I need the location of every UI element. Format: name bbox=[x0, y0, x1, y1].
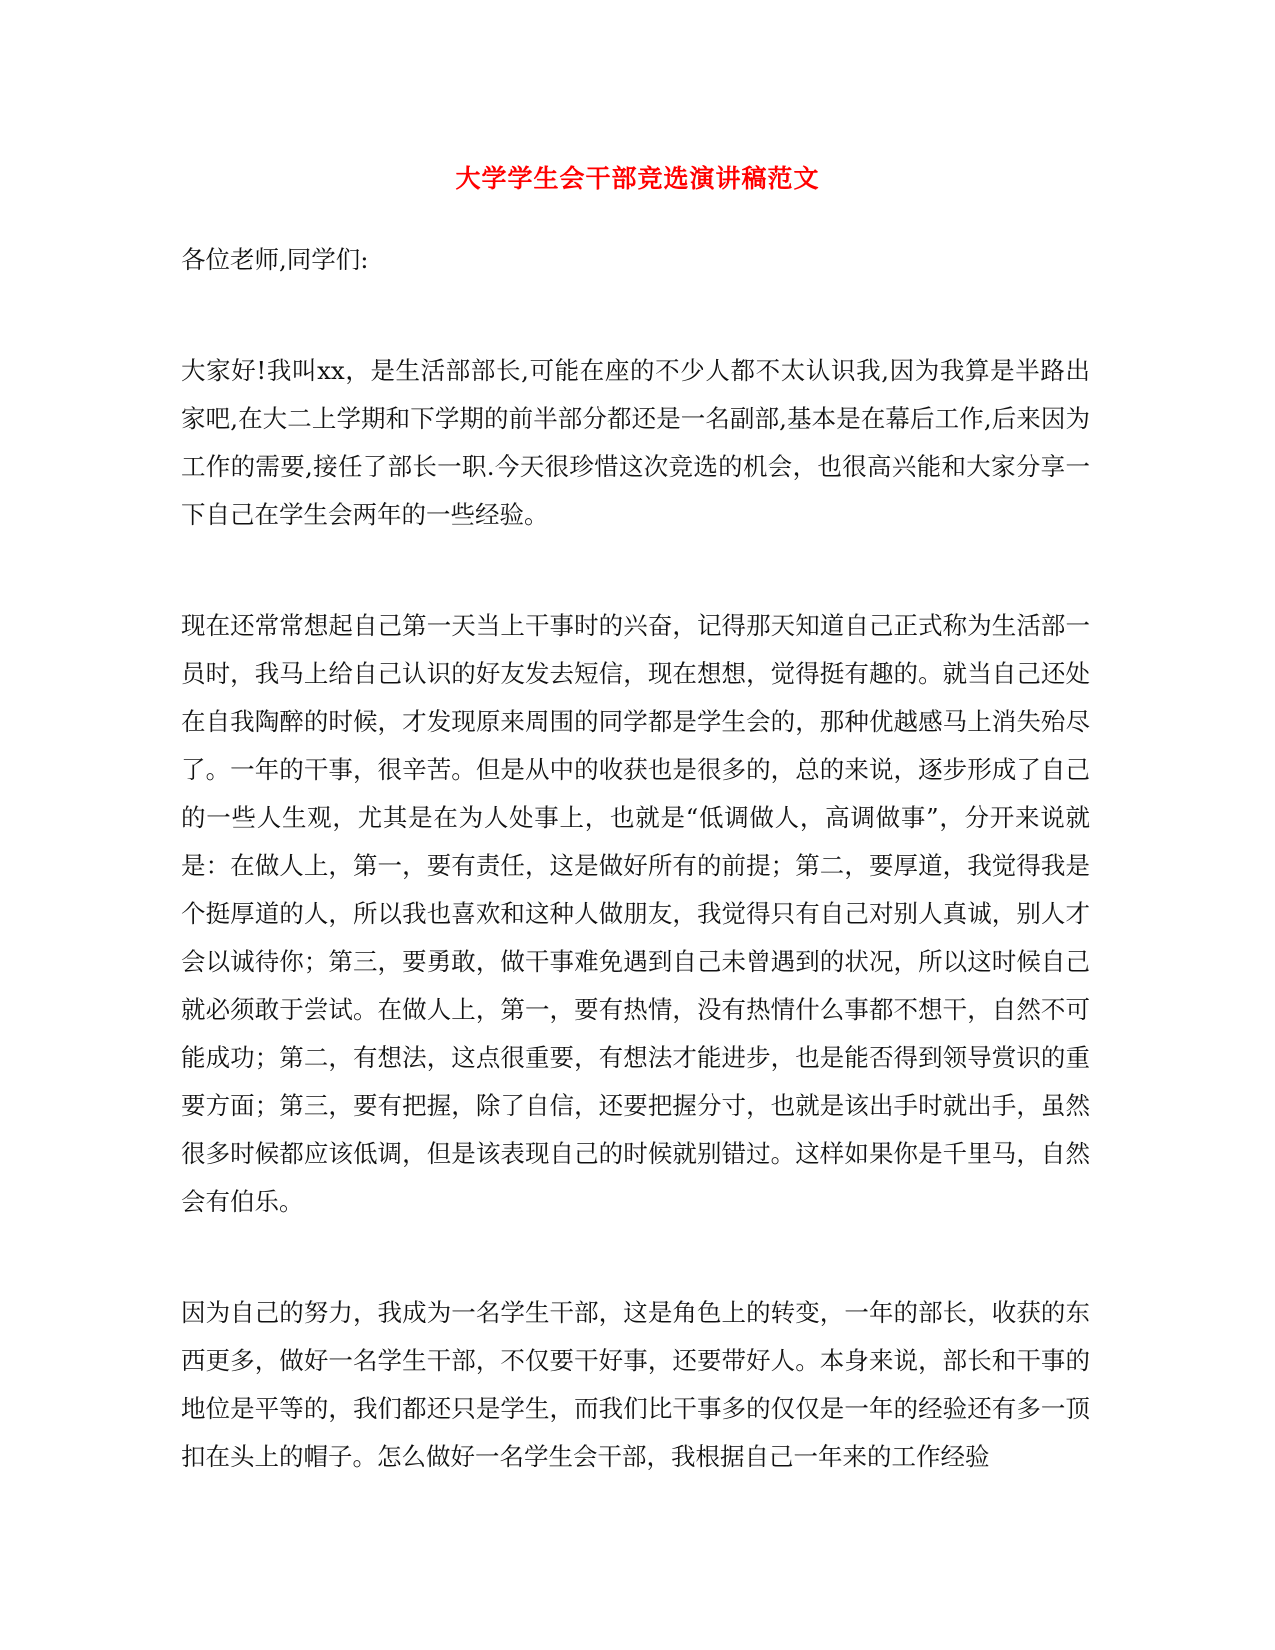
document-body bbox=[181, 236, 1090, 1481]
paragraph-2: 现在还常常想起自己第一天当上干事时的兴奋，记得那天知道自己正式称为生活部一员时，我马上给自己认识的好友发去短信，现在想想，觉得挺有趣的。就当自己还处在自我陶醉的时候，才发现原来周围的同学都是学生会的，那种优越感马上消失殆尽了。一年的干事，很辛苦。但是从中的收获也是很多的，总的来说，逐步形成了自己的一些人生观，尤其是在为人处事上，也就是“低调做人，高调做事”，分开来说就是：在做人上，第一，要有责任，这是做好所有的前提；第二，要厚道，我觉得我是个挺厚道的人，所以我也喜欢和这种人做朋友，我觉得只有自己对别人真诚，别人才会以诚待你；第三，要勇敢，做干事难免遇到自己未曾遇到的状况，所以这时候自己就必须敢于尝试。在做人上，第一，要有热情，没有热情什么事都不想干，自然不可能成功；第二，有想法，这点很重要，有想法才能进步，也是能否得到领导赏识的重要方面；第三，要有把握，除了自信，还要把握分寸，也就是该出手时就出手，虽然很多时候都应该低调，但是该表现自己的时候就别错过。这样如果你是千里马，自然会有伯乐。 bbox=[181, 611, 1090, 1216]
document-title: 大学学生会干部竞选演讲稿范文 bbox=[455, 164, 820, 193]
greeting: 各位老师,同学们: bbox=[181, 245, 369, 274]
paragraph-1: 大家好!我叫xx，是生活部部长,可能在座的不少人都不太认识我,因为我算是半路出家吧,在大二上学期和下学期的前半部分都还是一名副部,基本是在幕后工作,后来因为工作的需要,接任了部长一职.今天很珍惜这次竞选的机会，也很高兴能和大家分享一下自己在学生会两年的一些经验。 bbox=[181, 356, 1090, 529]
paragraph-3: 因为自己的努力，我成为一名学生干部，这是角色上的转变，一年的部长，收获的东西更多，做好一名学生干部，不仅要干好事，还要带好人。本身来说，部长和干事的地位是平等的，我们都还只是学生，而我们比干事多的仅仅是一年的经验还有多一顶扣在头上的帽子。怎么做好一名学生会干部，我根据自己一年来的工作经验 bbox=[181, 1298, 1090, 1471]
